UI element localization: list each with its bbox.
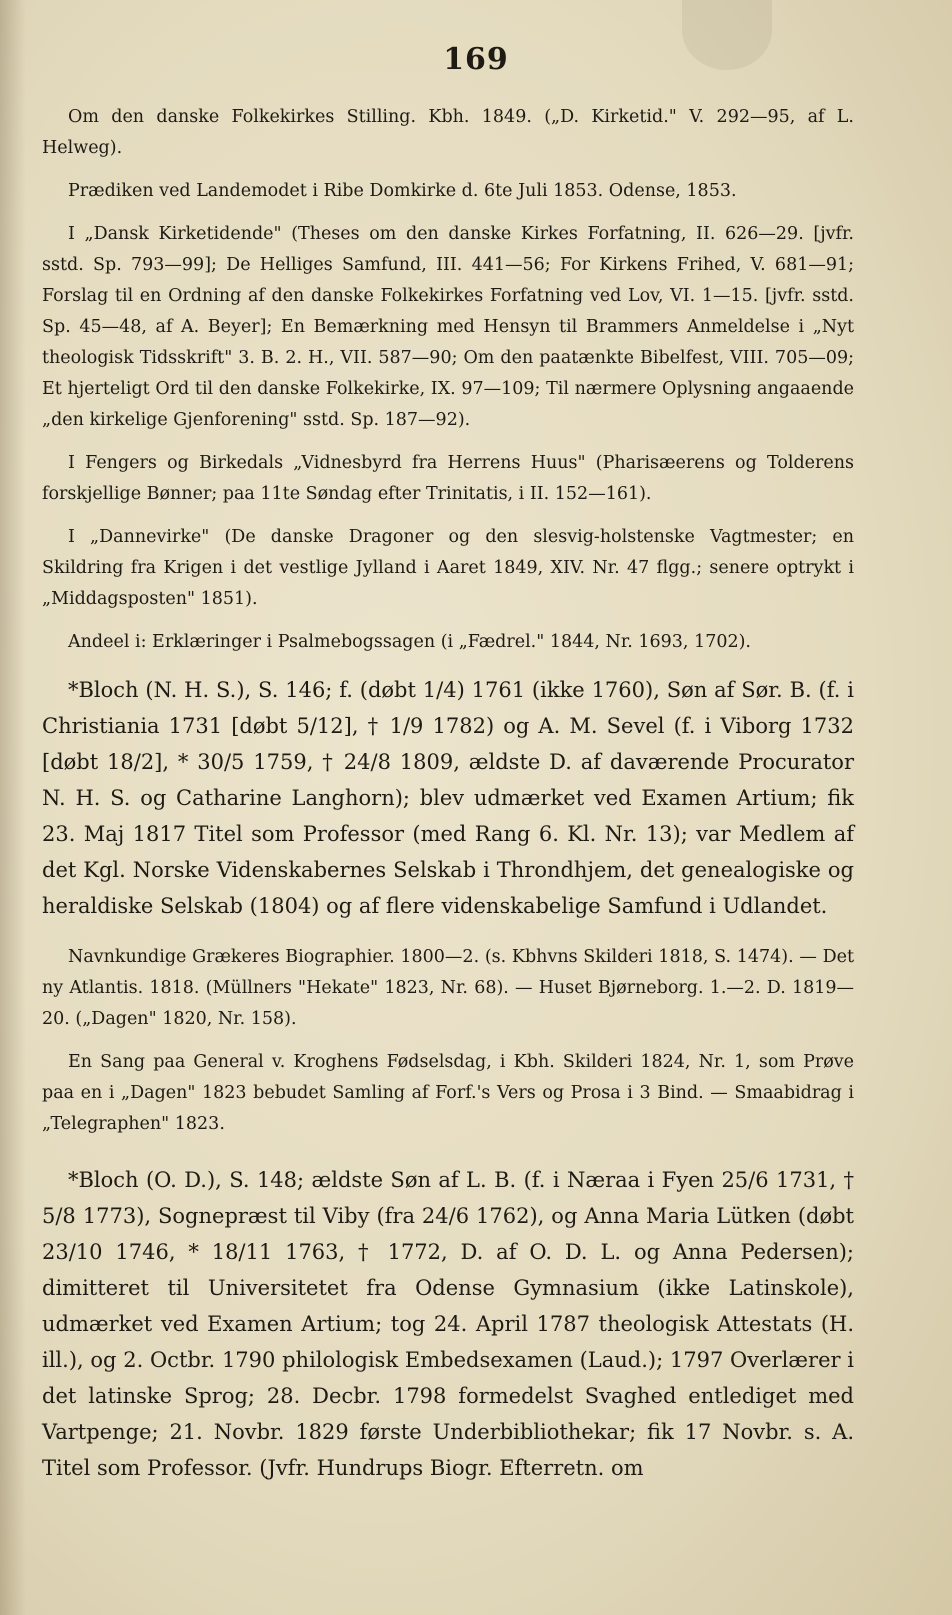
paragraph: I Fengers og Birkedals „Vidnesbyrd fra Herrens Huus" (Pharisæerens og Tolderens forskjellige Bønner; paa 11te Søndag efter Trinitatis, i II. 152—161). (42, 453, 854, 504)
page-number: 169 (443, 42, 509, 77)
entry-text: *Bloch (O. D.), S. 148; ældste Søn af L. B. (f. i Næraa i Fyen 25/6 1731, † 5/8 1773), Sognepræst til Viby (fra 24/6 1762), og Anna Maria Lütken (døbt 23/10 1746, * 18/11 1763, † 1772, D. af O. D. L. og Anna Pedersen); dimitteret til Universitetet fra Odense Gymnasium (ikke Latinskole), udmærket ved Examen Artium; tog 24. April 1787 theologisk Attestats (H. ill.), og 2. Octbr. 1790 philologisk Embedsexamen (Laud.); 1797 Overlærer i det latinske Sprog; 28. Decbr. 1798 formedelst Svaghed entlediget med Vartpenge; 21. Novbr. 1829 første Underbibliothekar; fik 17 Novbr. s. A. Titel som Professor. (Jvfr. Hundrups Biogr. Efterretn. om (42, 1168, 854, 1480)
paragraph: Andeel i: Erklæringer i Psalmebogssagen (i „Fædrel." 1844, Nr. 1693, 1702). (68, 632, 751, 652)
bibliography-block-mid (42, 942, 854, 1140)
paragraph: En Sang paa General v. Kroghens Fødselsdag, i Kbh. Skilderi 1824, Nr. 1, som Prøve paa en i „Dagen" 1823 bebudet Samling af Forf.'s Vers og Prosa i 3 Bind. — Smaabidrag i „Telegraphen" 1823. (42, 1052, 854, 1134)
biography-entry-bloch-od (42, 1162, 854, 1486)
paragraph: I „Dannevirke" (De danske Dragoner og den slesvig-holstenske Vagtmester; en Skildring fra Krigen i det vestlige Jylland i Aaret 1849, XIV. Nr. 47 flgg.; senere optrykt i „Middagsposten" 1851). (42, 527, 854, 609)
paragraph: I „Dansk Kirketidende" (Theses om den danske Kirkes Forfatning, II. 626—29. [jvfr. sstd. Sp. 793—99]; De Helliges Samfund, III. 441—56; For Kirkens Frihed, V. 681—91; Forslag til en Ordning af den danske Folkekirkes Forfatning ved Lov, VI. 1—15. [jvfr. sstd. Sp. 45—48, af A. Beyer]; En Bemærkning med Hensyn til Brammers Anmeldelse i „Nyt theologisk Tidsskrift" 3. B. 2. H., VII. 587—90; Om den paatænkte Bibelfest, VIII. 705—09; Et hjerteligt Ord til den danske Folkekirke, IX. 97—109; Til nærmere Oplysning angaaende „den kirkelige Gjenforening" sstd. Sp. 187—92). (42, 224, 854, 430)
bibliography-block-top (42, 102, 854, 658)
page-text (42, 102, 854, 1504)
biography-entry-bloch-nhs (42, 672, 854, 924)
paragraph: Prædiken ved Landemodet i Ribe Domkirke d. 6te Juli 1853. Odense, 1853. (68, 181, 737, 201)
paragraph: Om den danske Folkekirkes Stilling. Kbh. 1849. („D. Kirketid." V. 292—95, af L. Helweg). (42, 107, 854, 158)
entry-text: *Bloch (N. H. S.), S. 146; f. (døbt 1/4) 1761 (ikke 1760), Søn af Sør. B. (f. i Christiania 1731 [døbt 5/12], † 1/9 1782) og A. M. Sevel (f. i Viborg 1732 [døbt 18/2], * 30/5 1759, † 24/8 1809, ældste D. af daværende Procurator N. H. S. og Catharine Langhorn); blev udmærket ved Examen Artium; fik 23. Maj 1817 Titel som Professor (med Rang 6. Kl. Nr. 13); var Medlem af det Kgl. Norske Videnskabernes Selskab i Throndhjem, det genealogiske og heraldiske Selskab (1804) og af flere videnskabelige Samfund i Udlandet. (42, 678, 854, 918)
paragraph: Navnkundige Grækeres Biographier. 1800—2. (s. Kbhvns Skilderi 1818, S. 1474). — Det ny Atlantis. 1818. (Müllners "Hekate" 1823, Nr. 68). — Huset Bjørneborg. 1.—2. D. 1819—20. („Dagen" 1820, Nr. 158). (42, 947, 854, 1029)
spine-shadow (0, 0, 26, 1615)
